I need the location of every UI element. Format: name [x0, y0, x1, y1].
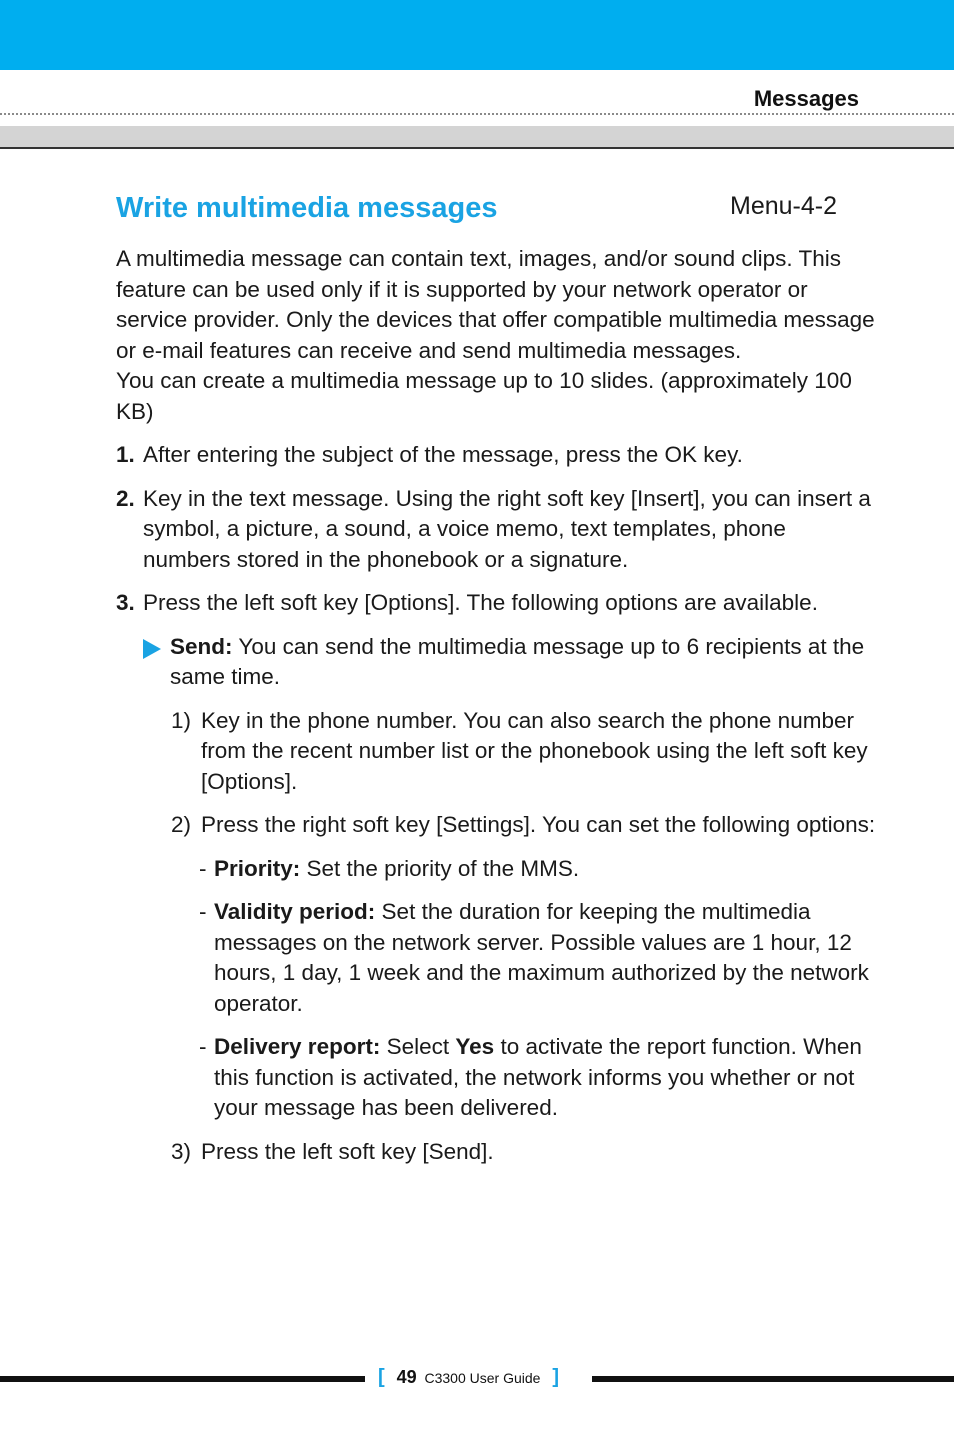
- page-footer: [378, 1366, 578, 1389]
- footer-rule-left: [0, 1376, 365, 1382]
- page-title: Write multimedia messages: [116, 192, 498, 224]
- setting-bold-word: Yes: [455, 1034, 495, 1059]
- setting-item: [199, 897, 876, 1019]
- substep-number: 1): [171, 707, 192, 733]
- substep-text: Press the left soft key [Send].: [201, 1138, 494, 1164]
- guide-title: C3300 User Guide: [424, 1370, 541, 1386]
- page-number: 49: [396, 1367, 417, 1387]
- substep-text: Press the right soft key [Settings]. You can set the following options:: [201, 812, 876, 837]
- dash-marker: -: [199, 899, 207, 924]
- substep-item: [171, 810, 876, 841]
- setting-item: [199, 1032, 876, 1124]
- send-label: Send:: [170, 633, 233, 659]
- step-number: 3.: [116, 590, 135, 615]
- gray-header-band: [0, 126, 954, 149]
- footer-close-bracket: ]: [552, 1366, 559, 1388]
- setting-item: [199, 854, 876, 885]
- step-text: Press the left soft key [Options]. The following options are available.: [143, 590, 818, 615]
- intro-paragraph: A multimedia message can contain text, images, and/or sound clips. This feature can be used only if it is supported by your network operator or service provider. Only the devices that offer compatible multimedia message or e-mail features can receive and send multimedia messages.: [116, 246, 875, 363]
- setting-label: Delivery report:: [214, 1034, 381, 1059]
- dash-marker: -: [199, 1034, 207, 1059]
- setting-text: Set the duration for keeping the multimedia messages on the network server. Possible values are 1 hour, 12 hours, 1 day, 1 week and the maximum authorized by the network operator.: [214, 899, 869, 1016]
- main-content: [116, 244, 876, 1180]
- step-number: 1.: [116, 442, 135, 467]
- send-option: [143, 632, 876, 693]
- step-text: Key in the text message. Using the right soft key [Insert], you can insert a symbol, a picture, a sound, a voice memo, text templates, phone numbers stored in the phonebook or a signature.: [143, 485, 871, 572]
- dash-marker: -: [199, 855, 207, 881]
- send-text: You can send the multimedia message up to 6 recipients at the same time.: [170, 633, 865, 689]
- substep-number: 3): [171, 1138, 192, 1164]
- footer-rule-right: [592, 1376, 954, 1382]
- substep-number: 2): [171, 812, 192, 837]
- substep-item: [171, 706, 876, 798]
- setting-label: Priority:: [214, 855, 301, 881]
- setting-text: Set the priority of the MMS.: [306, 855, 580, 881]
- step-number: 2.: [116, 485, 135, 511]
- triangle-bullet-icon: [143, 632, 170, 693]
- section-label: Messages: [753, 86, 859, 111]
- setting-text: to activate the report function. When this function is activated, the network informs you whether or not your message has been delivered.: [214, 1034, 862, 1120]
- setting-label: Validity period:: [214, 899, 376, 924]
- footer-open-bracket: [: [378, 1366, 385, 1388]
- substep-item: [171, 1137, 876, 1168]
- step-item: [116, 484, 876, 576]
- top-color-band: [0, 0, 954, 70]
- dotted-divider: [0, 113, 954, 115]
- menu-reference: Menu-4-2: [730, 192, 837, 220]
- substep-text: Key in the phone number. You can also search the phone number from the recent number list or the phonebook using the left soft key [Options].: [201, 707, 868, 794]
- step-item: [116, 440, 876, 471]
- setting-text: Select: [386, 1034, 450, 1059]
- intro-paragraph: You can create a multimedia message up to 10 slides. (approximately 100 KB): [116, 368, 852, 424]
- step-text: After entering the subject of the message, press the OK key.: [143, 442, 743, 467]
- step-item: [116, 588, 876, 619]
